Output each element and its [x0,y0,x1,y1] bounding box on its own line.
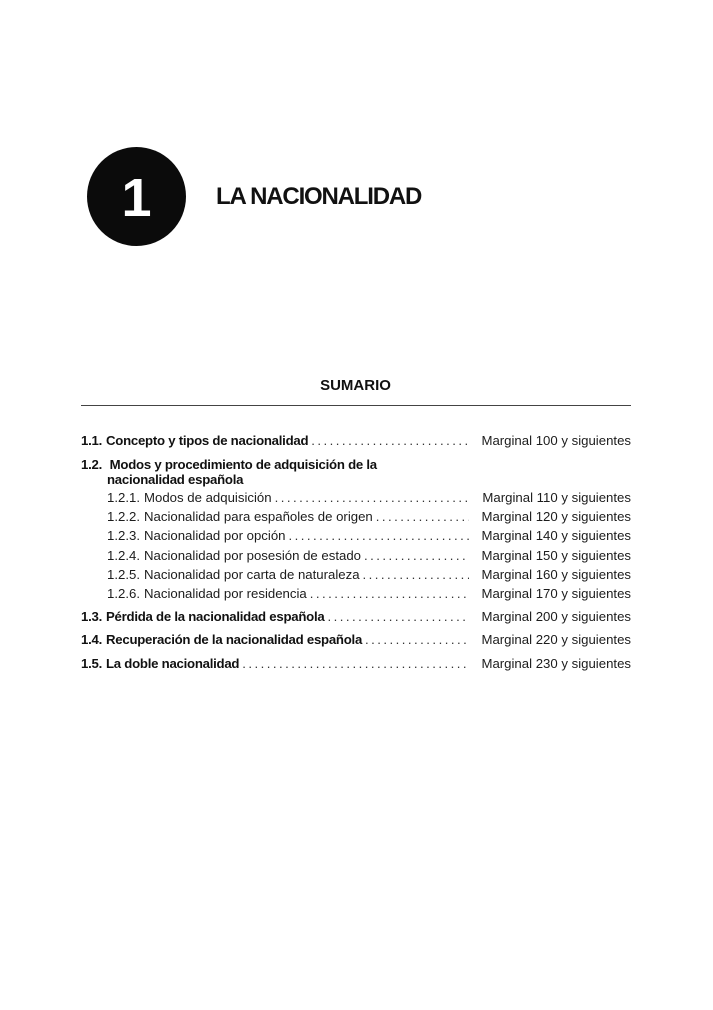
toc-entry-reference: Marginal 160 y siguientes [481,567,631,582]
toc-entry-1-2-1[interactable] [81,489,631,507]
toc-entry-1-2-5[interactable] [81,566,631,584]
toc-entry-1-2-4[interactable] [81,547,631,565]
chapter-title: LA NACIONALIDAD [216,183,422,210]
toc-entry-number: 1.2.1. [107,490,140,505]
toc-dot-leader [311,432,469,450]
toc-entry-number: 1.4. [81,632,102,647]
toc-entry-number: 1.2.2. [107,509,140,524]
toc-entry-number: 1.2.3. [107,528,140,543]
toc-entry-reference: Marginal 120 y siguientes [481,509,631,524]
toc-entry-1-2-2[interactable] [81,508,631,526]
toc-entry-number: 1.5. [81,656,102,671]
toc-entry-label: La doble nacionalidad [106,656,240,671]
toc-entry-reference: Marginal 110 y siguientes [482,490,631,505]
toc-entry-label: Concepto y tipos de nacionalidad [106,433,309,448]
toc-entry-number: 1.3. [81,609,102,624]
toc-entry-reference: Marginal 150 y siguientes [481,548,631,563]
toc-entry-1-2[interactable] [81,457,481,487]
toc-entry-number: 1.2.4. [107,548,140,563]
toc-entry-label: Nacionalidad por posesión de estado [144,548,362,563]
toc-entry-label: Modos y procedimiento de adquisición de la [109,457,377,472]
toc-entry-1-2-6[interactable] [81,585,631,603]
toc-entry-label: Recuperación de la nacionalidad española [106,632,363,647]
toc-entry-1-4[interactable] [81,631,631,649]
toc-dot-leader [365,631,469,649]
toc-entry-number: 1.2.6. [107,586,140,601]
toc-entry-label: Nacionalidad para españoles de origen [144,509,373,524]
toc-entry-reference: Marginal 230 y siguientes [481,656,631,671]
toc-dot-leader [310,585,469,603]
toc-dot-leader [363,566,469,584]
toc-entry-reference: Marginal 140 y siguientes [481,528,631,543]
toc-entry-label-continuation: nacionalidad española [107,472,244,487]
toc-entry-1-1[interactable] [81,432,631,450]
toc-dot-leader [364,547,469,565]
toc-entry-1-5[interactable] [81,655,631,673]
toc-dot-leader [275,489,469,507]
toc-entry-label: Nacionalidad por residencia [144,586,307,601]
toc-entry-1-3[interactable] [81,608,631,626]
toc-entry-reference: Marginal 220 y siguientes [481,632,631,647]
toc-entry-label: Nacionalidad por opción [144,528,286,543]
toc-entry-label: Pérdida de la nacionalidad española [106,609,325,624]
toc-entry-1-2-3[interactable] [81,527,631,545]
toc-dot-leader [327,608,469,626]
toc-entry-label: Nacionalidad por carta de naturaleza [144,567,360,582]
toc-entry-number: 1.2. [81,457,102,472]
toc-entry-reference: Marginal 170 y siguientes [481,586,631,601]
toc-entry-reference: Marginal 200 y siguientes [481,609,631,624]
chapter-number-badge [87,147,186,246]
toc-dot-leader [289,527,470,545]
summary-divider [81,405,631,406]
chapter-number: 1 [121,167,152,228]
toc-entry-number: 1.1. [81,433,102,448]
toc-entry-number: 1.2.5. [107,567,140,582]
toc-dot-leader [242,655,469,673]
toc-dot-leader [376,508,469,526]
summary-heading: SUMARIO [320,377,391,394]
toc-entry-reference: Marginal 100 y siguientes [481,433,631,448]
toc-entry-label: Modos de adquisición [144,490,272,505]
